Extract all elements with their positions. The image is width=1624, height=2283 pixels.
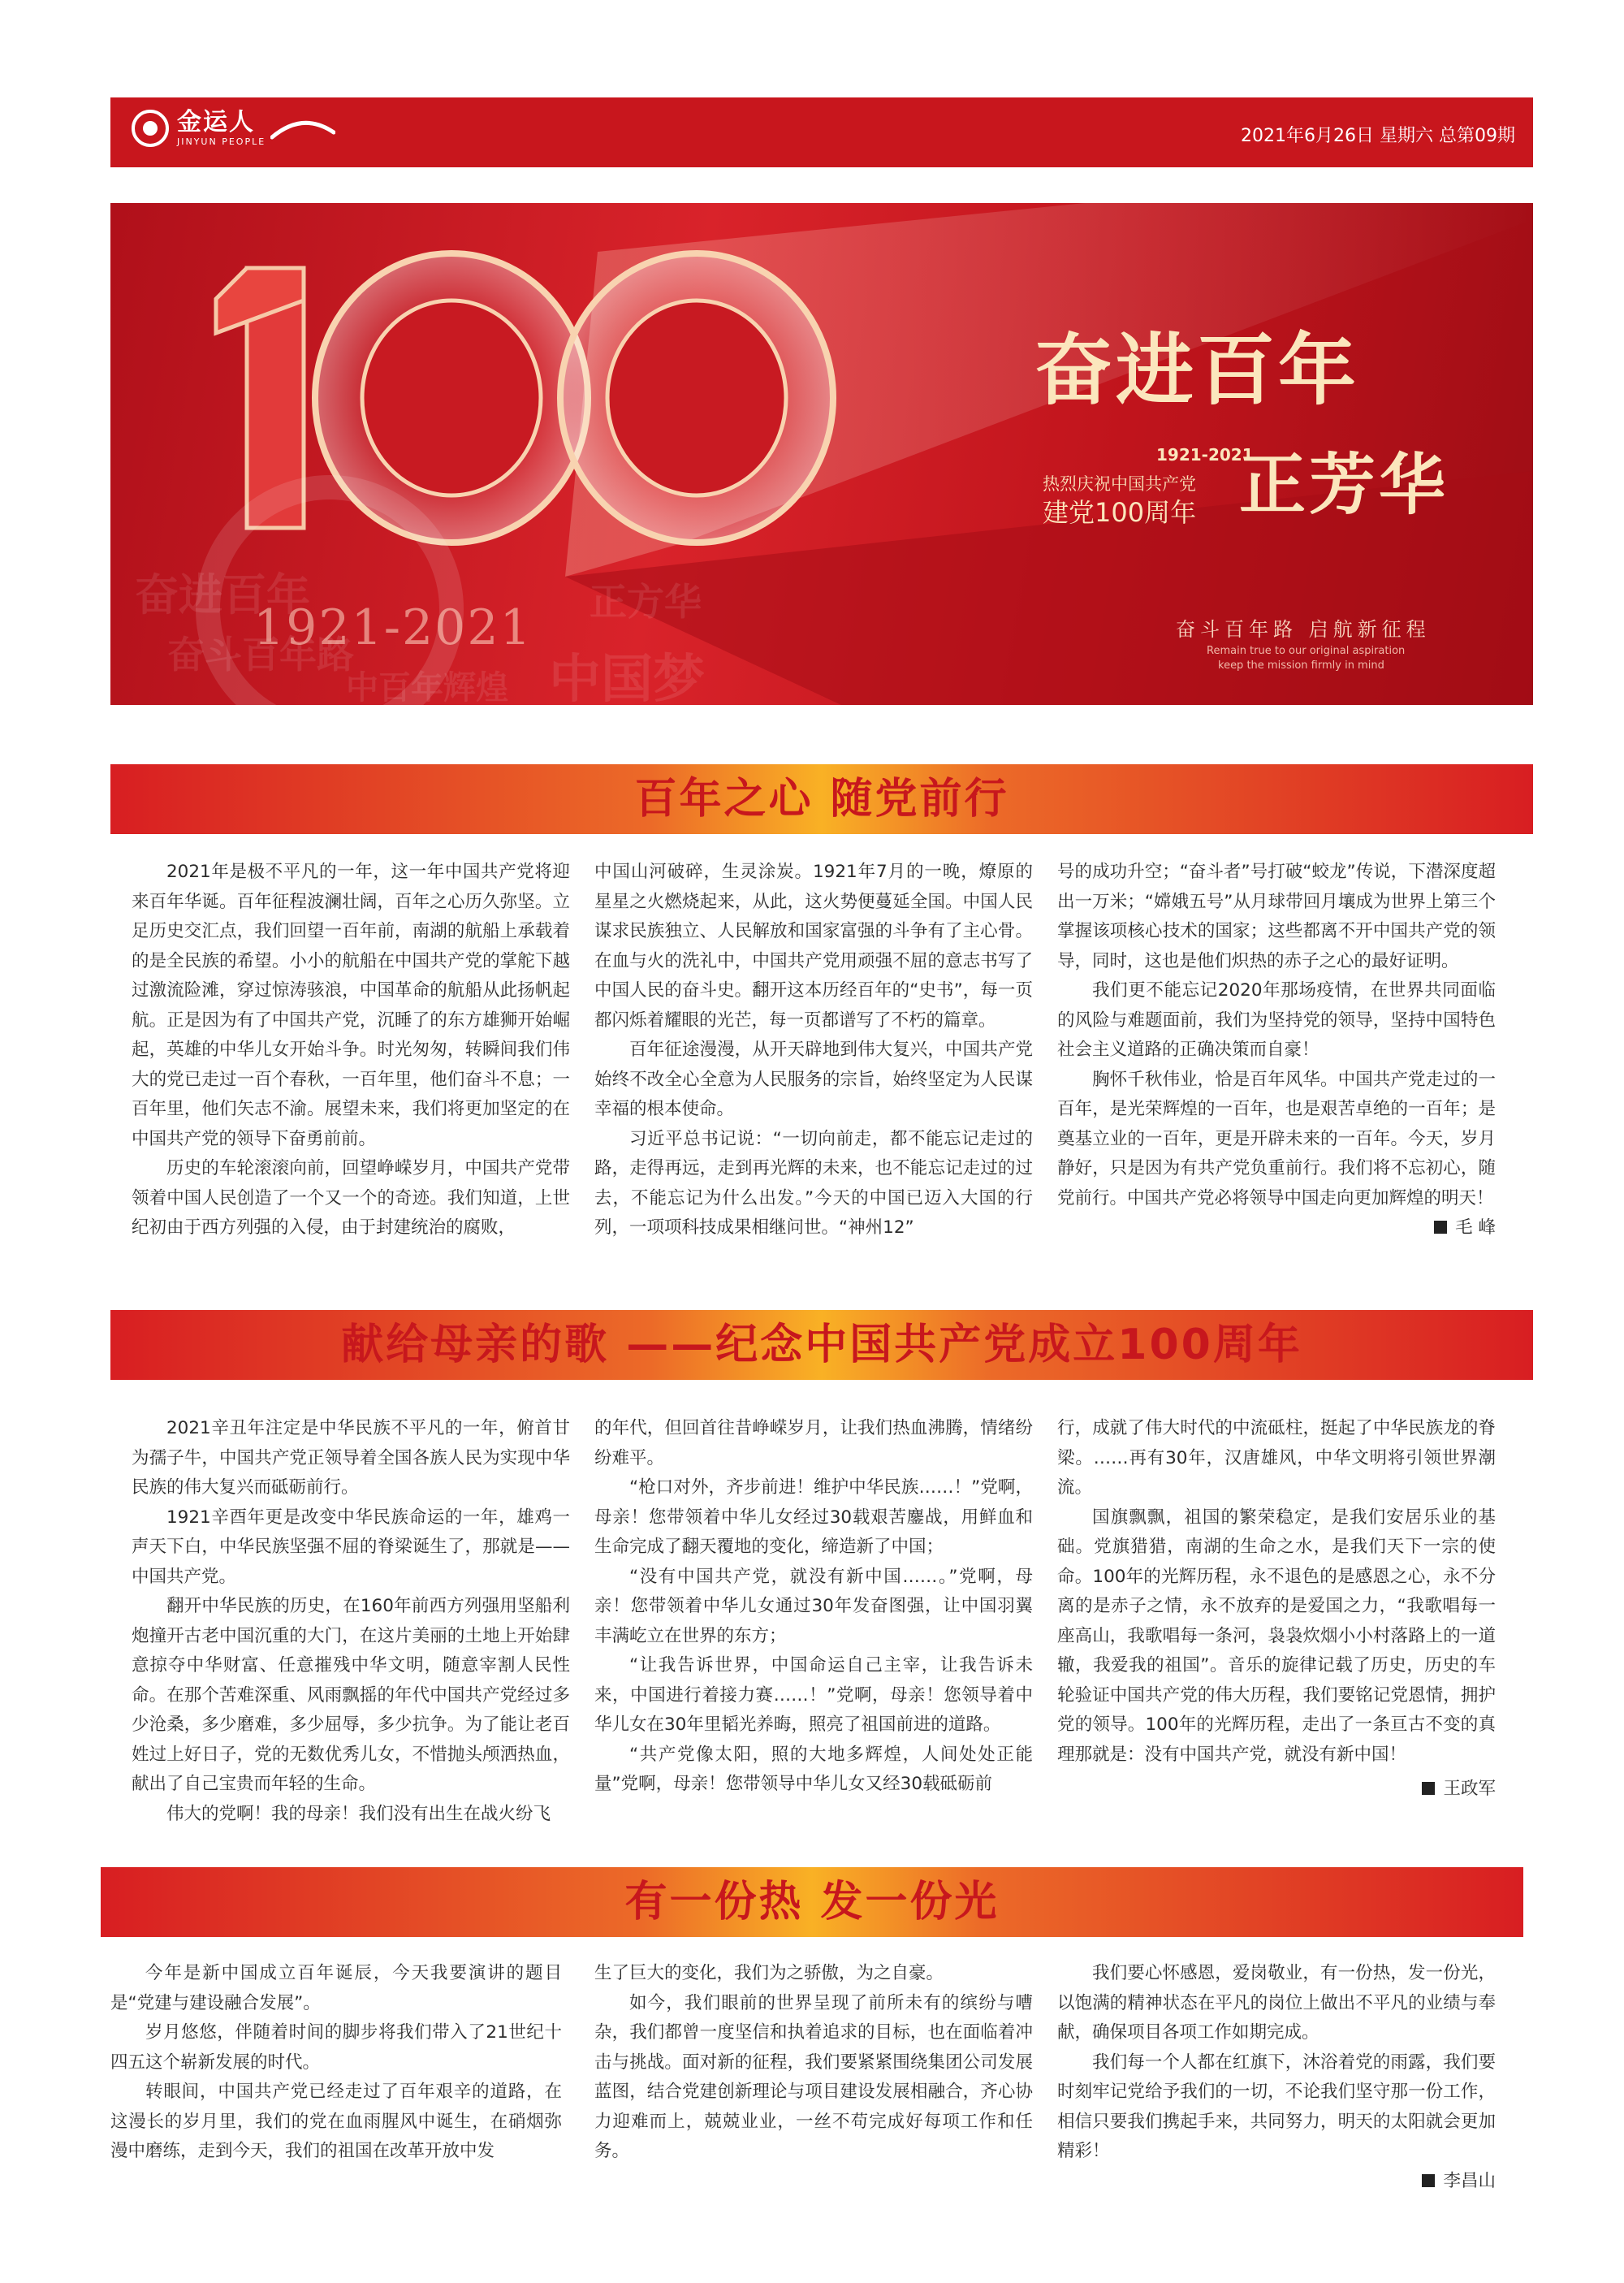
author-name: 李昌山 (1443, 2170, 1496, 2191)
author-name: 王政军 (1443, 1779, 1496, 1799)
logo-name: 金运人 (177, 108, 255, 136)
bg-word: 中国梦 (549, 649, 705, 705)
issue-date: 2021年6月26日 星期六 总第09期 (1241, 126, 1515, 146)
article-column (1057, 1414, 1496, 1805)
paragraph: 号的成功升空；“奋斗者”号打破“蛟龙”传说，下潜深度超出一万米；“嫦娥五号”从月球带回月壤成为世界上第三个掌握该项核心技术的国家；这些都离不开中国共产党的领导，同时，这也是他们炽热的赤子之心的最好证明。 (1057, 862, 1496, 971)
section-header-bar (110, 1310, 1533, 1380)
author-name: 毛 峰 (1455, 1217, 1496, 1238)
paragraph: 国旗飘飘，祖国的繁荣稳定，是我们安居乐业的基础。党旗猎猎，南湖的生命之水，是我们天下一宗的使命。100年的光辉历程，永不退色的是感恩之心，永不分离的是赤子之情，永不放弃的是爱国之力，“我歌唱每一座高山，我歌唱每一条河，袅袅炊烟小小村落路上的一道辙，我爱我的祖国”。音乐的旋律记载了历史，历史的车轮验证中国共产党的伟大历程，我们要铭记党恩情，拥护党的领导。100年的光辉历程，走出了一条亘古不变的真理那就是：没有中国共产党，就没有新中国！ (1057, 1507, 1496, 1765)
paragraph: 的年代，但回首往昔峥嵘岁月，让我们热血沸腾，情绪纷纷难平。 (594, 1418, 1033, 1468)
digit-zero-inner (607, 301, 786, 495)
section-header-bar (110, 764, 1533, 834)
bg-word: 正方华 (590, 580, 702, 624)
logo (132, 109, 335, 148)
author-byline (1057, 2167, 1496, 2197)
section-title: 有一份热 发一份光 (624, 1878, 1000, 1926)
article-column (594, 1959, 1033, 2167)
banner-title-line1: 奋进百年 (1034, 324, 1359, 416)
bg-word: 奋进百年 (135, 569, 310, 620)
paragraph: 2021辛丑年注定是中华民族不平凡的一年，俯首甘为孺子牛，中国共产党正领导着全国各族人民为实现中华民族的伟大复兴而砥砺前行。 (132, 1418, 570, 1498)
paragraph: 中国山河破碎，生灵涂炭。1921年7月的一晚，燎原的星星之火燃烧起来，从此，这火势便蔓延全国。中国人民谋求民族独立、人民解放和国家富强的斗争有了主心骨。在血与火的洗礼中，中国共产党用顽强不屈的意志书写了中国人民的奋斗史。翻开这本历经百年的“史书”，每一页都闪烁着耀眼的光芒，每一页都谱写了不朽的篇章。 (594, 862, 1033, 1031)
banner-english-line1: Remain true to our original aspiration (1207, 645, 1406, 657)
banner-anniversary: 建党100周年 (1043, 497, 1197, 528)
paragraph: 行，成就了伟大时代的中流砥柱，挺起了中华民族龙的脊梁。……再有30年，汉唐雄风，中华文明将引领世界潮流。 (1057, 1418, 1496, 1498)
paragraph: 生了巨大的变化，我们为之骄傲，为之自豪。 (594, 1963, 944, 1983)
banner-years: 1921-2021 (1156, 445, 1254, 465)
banner-celebrate: 热烈庆祝中国共产党 (1043, 474, 1196, 494)
paragraph: 2021年是极不平凡的一年，这一年中国共产党将迎来百年华诞。百年征程波澜壮阔，百年之心历久弥坚。立足历史交汇点，我们回望一百年前，南湖的航船上承载着的是全民族的希望。小小的航船在中国共产党的掌舵下越过激流险滩，穿过惊涛骇浪，中国革命的航船从此扬帆起航。正是因为有了中国共产党，沉睡了的东方雄狮开始崛起，英雄的中华儿女开始斗争。时光匆匆，转瞬间我们伟大的党已走过一百个春秋，一百年里，他们奋斗不息；一百年里，他们矢志不渝。展望未来，我们将更加坚定的在中国共产党的领导下奋勇前前。 (132, 862, 570, 1149)
paragraph: 今年是新中国成立百年诞辰，今天我要演讲的题目是“党建与建设融合发展”。 (110, 1963, 562, 2013)
paragraph: “让我告诉世界，中国命运自己主宰，让我告诉未来，中国进行着接力赛……！”党啊，母亲！您领导着中华儿女在30年里韬光养晦，照亮了祖国前进的道路。 (594, 1655, 1033, 1735)
section-title: 献给母亲的歌 ——纪念中国共产党成立100周年 (341, 1321, 1302, 1369)
banner-year-range: 1921-2021 (253, 599, 533, 656)
bg-word: 奋斗百年路 (167, 633, 354, 677)
paragraph: 1921辛酉年更是改变中华民族命运的一年，雄鸡一声天下白，中华民族坚强不屈的脊梁诞生了，那就是——中国共产党。 (132, 1507, 570, 1587)
author-byline (1057, 1775, 1496, 1805)
article-column (594, 1414, 1033, 1800)
paragraph: 习近平总书记说：“一切向前走，都不能忘记走过的路，走得再远，走到再光辉的未来，也不能忘记走过的过去，不能忘记为什么出发。”今天的中国已迈入大国的行列，一项项科技成果相继问世。“神州12” (594, 1128, 1033, 1238)
paragraph: 百年征途漫漫，从开天辟地到伟大复兴，中国共产党始终不改全心全意为人民服务的宗旨，始终坚定为人民谋幸福的根本使命。 (594, 1040, 1033, 1119)
digit-zero-inner (362, 301, 541, 495)
paragraph: “没有中国共产党，就没有新中国……。”党啊，母亲！您带领着中华儿女通过30年发奋图强，让中国羽翼丰满屹立在世界的东方； (594, 1566, 1033, 1646)
bg-word: 中百年辉煌 (346, 668, 508, 705)
paragraph: 转眼间，中国共产党已经走过了百年艰辛的道路，在这漫长的岁月里，我们的党在血雨腥风中诞生，在硝烟弥漫中磨练，走到今天，我们的祖国在改革开放中发 (110, 2082, 562, 2161)
paragraph: 历史的车轮滚滚向前，回望峥嵘岁月，中国共产党带领着中国人民创造了一个又一个的奇迹。我们知道，上世纪初由于西方列强的入侵，由于封建统治的腐败， (132, 1158, 570, 1238)
section-header-bar (101, 1867, 1523, 1937)
paragraph: 如今，我们眼前的世界呈现了前所未有的缤纷与嘈杂，我们都曾一度坚信和执着追求的目标，也在面临着冲击与挑战。面对新的征程，我们要紧紧围绕集团公司发展蓝图，结合党建创新理论与项目建设发展相融合，齐心协力迎难而上，兢兢业业，一丝不苟完成好每项工作和任务。 (594, 1992, 1033, 2161)
centenary-banner (110, 203, 1533, 705)
paragraph: 我们更不能忘记2020年那场疫情，在世界共同面临的风险与难题面前，我们为坚持党的领导，坚持中国特色社会主义道路的正确决策而自豪！ (1057, 980, 1496, 1060)
paragraph: 我们每一个人都在红旗下，沐浴着党的雨露，我们要时刻牢记党给予我们的一切，不论我们坚守那一份工作，相信只要我们携起手来，共同努力，明天的太阳就会更加精彩！ (1057, 2052, 1496, 2161)
banner-slogan: 奋斗百年路 启航新征程 (1176, 618, 1431, 641)
article-column (132, 1414, 570, 1829)
section-title: 百年之心 随党前行 (634, 775, 1009, 824)
paragraph: “共产党像太阳，照的大地多辉煌，人间处处正能量”党啊，母亲！您带领导中华儿女又经30载砥砺前 (594, 1744, 1033, 1794)
author-byline (1057, 1213, 1496, 1243)
logo-subtitle: JINYUN PEOPLE (177, 136, 266, 147)
paragraph: 翻开中华民族的历史，在160年前西方列强用坚船利炮撞开古老中国沉重的大门，在这片美丽的土地上开始肆意掠夺中华财富、任意摧残中华文明，随意宰割人民性命。在那个苦难深重、风雨飘摇的年代中国共产党经过多少沧桑，多少磨难，多少屈辱，多少抗争。为了能让老百姓过上好日子，党的无数优秀儿女，不惜抛头颅洒热血，献出了自己宝贵而年轻的生命。 (132, 1596, 570, 1794)
article-column (594, 858, 1033, 1243)
square-bullet-icon (1422, 1782, 1435, 1795)
masthead-bar (110, 97, 1533, 167)
square-bullet-icon (1434, 1221, 1447, 1234)
square-bullet-icon (1422, 2174, 1435, 2187)
paragraph: 我们要心怀感恩，爱岗敬业，有一份热，发一份光，以饱满的精神状态在平凡的岗位上做出不平凡的业绩与奉献，确保项目各项工作如期完成。 (1057, 1963, 1496, 2043)
paragraph: 岁月悠悠，伴随着时间的脚步将我们带入了21世纪十四五这个崭新发展的时代。 (110, 2022, 562, 2073)
logo-icon (132, 110, 169, 147)
article-column (132, 858, 570, 1243)
banner-english-line2: keep the mission firmly in mind (1218, 659, 1384, 672)
article-column (1057, 1959, 1496, 2196)
paragraph: “枪口对外，齐步前进！维护中华民族……！”党啊，母亲！您带领着中华儿女经过30载艰苦鏖战，用鲜血和生命完成了翻天覆地的变化，缔造新了中国； (594, 1477, 1033, 1557)
article-column (1057, 858, 1496, 1243)
paragraph: 胸怀千秋伟业，恰是百年风华。中国共产党走过的一百年，是光荣辉煌的一百年，也是艰苦卓绝的一百年；是奠基立业的一百年，更是开辟未来的一百年。今天，岁月静好，只是因为有共产党负重前行。我们将不忘初心，随党前行。中国共产党必将领导中国走向更加辉煌的明天！ (1057, 1069, 1496, 1209)
article-column (110, 1959, 562, 2167)
paragraph: 伟大的党啊！我的母亲！我们没有出生在战火纷飞 (166, 1803, 551, 1824)
swoosh-icon (270, 116, 335, 141)
banner-title-line2: 正芳华 (1239, 446, 1449, 524)
